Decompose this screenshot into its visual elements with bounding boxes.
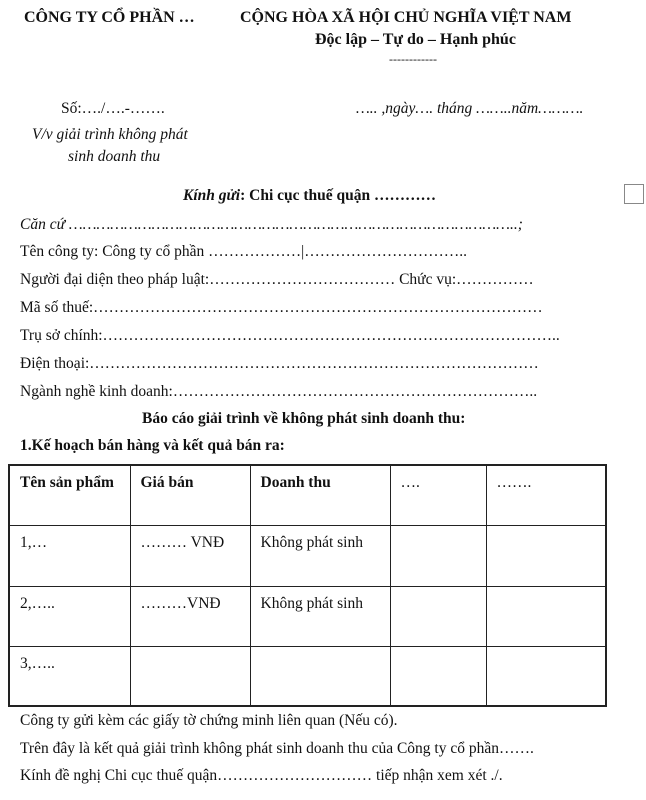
table-header-cell: Doanh thu <box>250 465 390 525</box>
table-row <box>9 646 606 706</box>
table-cell <box>486 525 606 586</box>
table-cell: ………VNĐ <box>130 586 250 646</box>
motto: Độc lập – Tự do – Hạnh phúc <box>315 31 516 48</box>
table-cell: 3,….. <box>9 646 130 706</box>
table-cell <box>390 646 486 706</box>
attachment-note: Công ty gửi kèm các giấy tờ chứng minh liên quan (Nếu có). <box>20 712 398 729</box>
request-paragraph: Kính đề nghị Chi cục thuế quận………………………… tiếp nhận xem xét ./. <box>20 767 503 784</box>
table-header-row <box>9 465 606 525</box>
field-phone: Điện thoại:…………………………………………………………………………… <box>20 355 539 372</box>
table-cell <box>130 646 250 706</box>
field-head-office: Trụ sở chính:…………………………………………………………………………….. <box>20 327 560 344</box>
table-row <box>9 525 606 586</box>
table-cell: 1,… <box>9 525 130 586</box>
product-table <box>8 464 607 707</box>
table-header-cell: …. <box>390 465 486 525</box>
section1-title: 1.Kế hoạch bán hàng và kết quả bán ra: <box>20 437 285 454</box>
document-number: Số:…./….-……. <box>61 100 165 117</box>
document-date: ….. ,ngày…. tháng ……..năm………. <box>356 100 584 117</box>
table-row <box>9 586 606 646</box>
table-header-cell: ……. <box>486 465 606 525</box>
field-basis: Căn cứ ……………………………………………………………………………………..; <box>20 216 523 233</box>
table-cell <box>390 525 486 586</box>
table-cell <box>250 646 390 706</box>
company-name: CÔNG TY CỔ PHẦN … <box>24 9 195 26</box>
field-business-line: Ngành nghề kinh doanh:…………………………………………………………….. <box>20 383 538 400</box>
report-title: Báo cáo giải trình về không phát sinh doanh thu: <box>142 410 466 427</box>
subject-line-1: V/v giải trình không phát <box>32 126 188 143</box>
subject-line-2: sinh doanh thu <box>68 148 161 165</box>
country-title: CỘNG HÒA XÃ HỘI CHỦ NGHĨA VIỆT NAM <box>240 9 572 26</box>
field-tax-code: Mã số thuế:…………………………………………………………………………… <box>20 299 543 316</box>
table-header-cell: Tên sản phẩm <box>9 465 130 525</box>
table-cell <box>486 586 606 646</box>
addressee <box>183 187 436 205</box>
table-cell <box>486 646 606 706</box>
table-cell: ……… VNĐ <box>130 525 250 586</box>
table-header-cell: Giá bán <box>130 465 250 525</box>
table-cell <box>390 586 486 646</box>
table-cell: Không phát sinh <box>250 525 390 586</box>
table-cell: 2,….. <box>9 586 130 646</box>
addressee-text: : Chi cục thuế quận ………… <box>240 187 437 204</box>
field-company-name: Tên công ty: Công ty cổ phần ………………|………………………….. <box>20 243 467 260</box>
table-cell: Không phát sinh <box>250 586 390 646</box>
motto-rule: ------------ <box>389 52 437 66</box>
checkbox[interactable] <box>624 184 644 204</box>
addressee-label: Kính gửi <box>183 187 241 204</box>
field-representative: Người đại diện theo pháp luật:……………………………… Chức vụ:…………… <box>20 271 534 288</box>
summary-paragraph: Trên đây là kết quả giải trình không phát sinh doanh thu của Công ty cổ phần……. <box>20 740 534 757</box>
cut-off-line <box>20 792 220 800</box>
